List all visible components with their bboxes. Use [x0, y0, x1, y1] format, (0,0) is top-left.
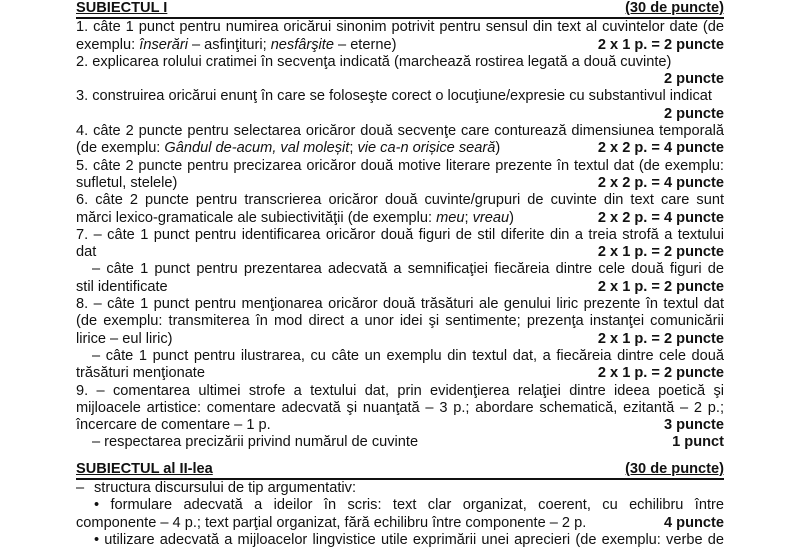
- item-2-score: 2 puncte: [663, 71, 724, 88]
- section-2-line-3: [76, 515, 724, 532]
- section-1-heading: [76, 0, 724, 19]
- item-8-line-5: [76, 365, 724, 382]
- text: structura discursului de tip argumentativ:: [94, 480, 356, 497]
- example-quote: vie ca-n orișice seară: [357, 140, 496, 157]
- item-9-line-3: [76, 417, 724, 434]
- section-1-points: (30 de puncte): [625, 0, 724, 16]
- item-6-line-1: 6. câte 2 puncte pentru transcrierea oricăror două cuvinte/grupuri de cuvinte din text care sunt: [76, 192, 724, 209]
- item-1-line-2: [76, 37, 724, 54]
- section-1-title: SUBIECTUL I: [76, 0, 168, 16]
- example-word: vreau: [472, 209, 510, 226]
- item-6-line-2: [76, 210, 724, 227]
- item-6-score: 2 x 2 p. = 4 puncte: [597, 209, 724, 226]
- item-1-score: 2 x 1 p. = 2 puncte: [597, 36, 724, 53]
- document-page: [76, 0, 724, 549]
- item-5-line-2: [76, 175, 724, 192]
- section-2-line-4: • utilizare adecvată a mijloacelor lingvistice utile exprimării unei aprecieri (de exemplu: verbe de: [94, 531, 724, 548]
- text: dat: [76, 244, 97, 261]
- item-7-line-4: [76, 279, 724, 296]
- section-2-line-2: • formulare adecvată a ideilor în scris: text clar organizat, coerent, cu echilibru între: [94, 497, 724, 514]
- item-4-line-2: [76, 140, 724, 157]
- item-4-line-1: 4. câte 2 puncte pentru selectarea oricăror două secvenţe care conturează dimensiunea temporală: [76, 123, 724, 140]
- item-4-score: 2 x 2 p. = 4 puncte: [597, 140, 724, 157]
- example-quote: Gândul de-acum, val moleșit: [164, 140, 350, 157]
- section-2-heading: [76, 461, 724, 480]
- text: ): [495, 140, 501, 157]
- item-7-score-2: 2 x 1 p. = 2 puncte: [597, 278, 724, 295]
- text: încercare de comentare – 1 p.: [76, 417, 271, 434]
- example-word: înserări: [139, 36, 188, 53]
- item-7-line-2: [76, 244, 724, 261]
- section-2-score: 4 puncte: [663, 514, 724, 531]
- text: ): [509, 209, 515, 226]
- item-8-line-4: – câte 1 punct pentru ilustrarea, cu câte un exemplu din textul dat, a fiecăreia dintre cele două: [92, 347, 724, 364]
- item-8-line-1: 8. – câte 1 punct pentru menţionarea oricăror două trăsături ale genului liric prezente în textul dat: [76, 296, 724, 313]
- item-7-line-3: – câte 1 punct pentru prezentarea adecvată a semnificaţiei fiecăreia dintre cele două figuri de: [92, 261, 724, 278]
- item-9-line-2: mijloacele artistice: comentare adecvată şi nuanţată – 3 p.; abordare schematică, ezitantă – 2 p.;: [76, 399, 724, 416]
- text: (de exemplu:: [76, 140, 165, 157]
- item-8-line-3: [76, 331, 724, 348]
- item-8-score-1: 2 x 1 p. = 2 puncte: [597, 330, 724, 347]
- text: – asfinţituri;: [187, 36, 271, 53]
- example-word: meu: [436, 209, 465, 226]
- dash-marker: –: [76, 480, 85, 497]
- example-word: nesfârşite: [270, 36, 334, 53]
- item-9-score-2: 1 punct: [672, 434, 724, 451]
- text: – eterne): [333, 36, 397, 53]
- item-9-line-4: [76, 434, 724, 451]
- item-5-line-1: 5. câte 2 puncte pentru precizarea oricăror două motive literare prezente în textul dat (de exemplu:: [76, 157, 724, 174]
- text: lirice – eul liric): [76, 330, 173, 347]
- item-7-line-1: 7. – câte 1 punct pentru identificarea oricăror două figuri de stil diferite din a treia strofă a textului: [76, 226, 724, 243]
- item-2-line-1: 2. explicarea rolului cratimei în secvenţa indicată (marchează rostirea legată a două cuvinte): [76, 53, 672, 70]
- text: trăsături menţionate: [76, 365, 205, 382]
- section-2-title: SUBIECTUL al II-lea: [76, 460, 213, 477]
- item-8-score-2: 2 x 1 p. = 2 puncte: [597, 365, 724, 382]
- section-2-points: (30 de puncte): [625, 460, 724, 477]
- spacer: [76, 452, 724, 461]
- item-7-score-1: 2 x 1 p. = 2 puncte: [597, 244, 724, 261]
- text: exemplu:: [76, 36, 140, 53]
- text: ;: [464, 209, 473, 226]
- item-9-line-1: 9. – comentarea ultimei strofe a textului dat, prin evidenţierea relaţiei dintre ideea poetică şi: [76, 382, 724, 399]
- item-1-line-1: 1. câte 1 punct pentru numirea oricărui sinonim potrivit pentru sensul din text al cuvintelor date (de: [76, 19, 724, 36]
- item-9-score: 3 puncte: [663, 417, 724, 434]
- item-3-score: 2 puncte: [663, 105, 724, 122]
- item-5-score: 2 x 2 p. = 4 puncte: [597, 174, 724, 191]
- text: stil identificate: [76, 278, 168, 295]
- section-2-line-1: [76, 480, 724, 497]
- text: – respectarea precizării privind numărul de cuvinte: [92, 434, 419, 451]
- text: componente – 4 p.; text parţial organizat, fără echilibru între componente – 2 p.: [76, 514, 587, 531]
- text: sufletul, stelele): [76, 174, 178, 191]
- item-3-line-1: 3. construirea oricărui enunţ în care se foloseşte corect o locuţiune/expresie cu substantivul indicat: [76, 88, 712, 105]
- text: mărci lexico-gramaticale ale subiectivităţii (de exemplu:: [76, 209, 437, 226]
- item-8-line-2: (de exemplu: transmiterea în mod direct a unor idei şi sentimente; prezenţa instanţei comunicării: [76, 313, 724, 330]
- text: ;: [349, 140, 358, 157]
